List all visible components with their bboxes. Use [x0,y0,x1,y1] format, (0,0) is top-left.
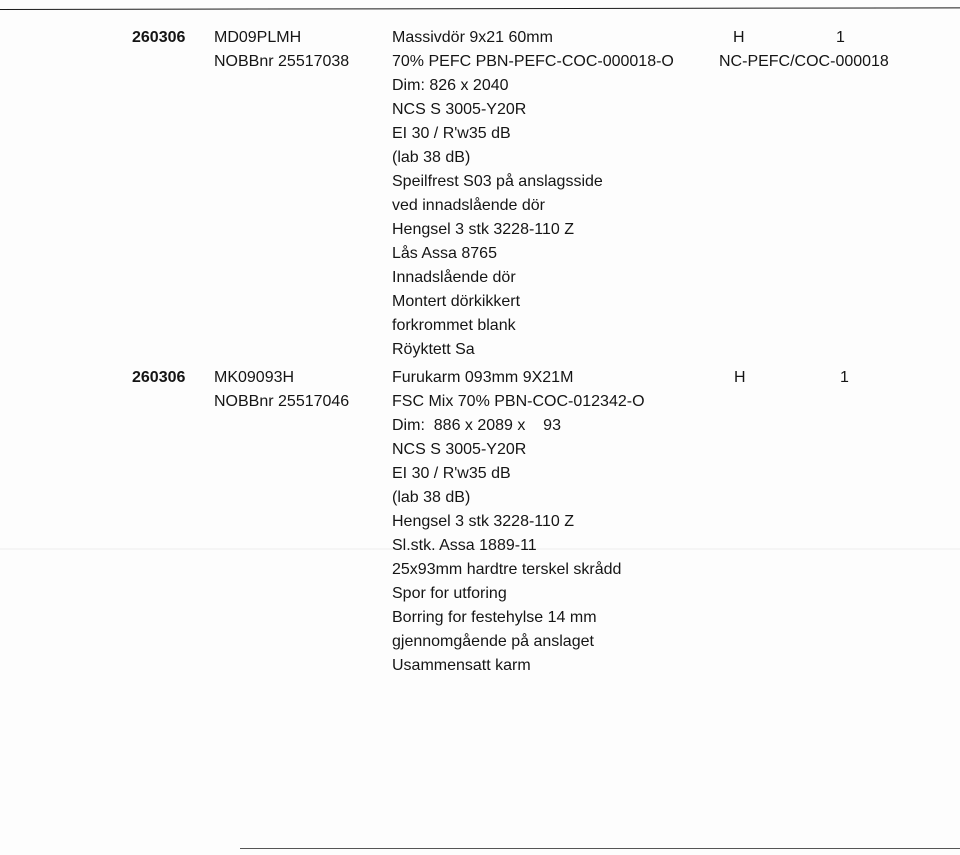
bottom-rule [240,848,960,849]
description-line: forkrommet blank [392,317,516,334]
top-rule [0,7,960,10]
product-code-column [214,366,389,414]
order-number: 260306 [132,29,186,46]
nobb-number: NOBBnr 25517038 [214,53,350,70]
product-code: MD09PLMH [214,29,302,46]
description-line: Montert dörkikkert [392,293,521,310]
description-line: Lås Assa 8765 [392,245,497,262]
certificate-continuation: NC-PEFC/COC-000018 [719,53,889,70]
description-line: Spor for utforing [392,585,507,602]
description-line: NCS S 3005-Y20R [392,441,527,458]
description-line: Furukarm 093mm 9X21M [392,369,574,386]
description-line: Massivdör 9x21 60mm [392,29,553,46]
description-line: FSC Mix 70% PBN-COC-012342-O [392,393,645,410]
description-line: Innadslående dör [392,269,516,286]
description-line: EI 30 / R'w35 dB [392,465,511,482]
description-line: Speilfrest S03 på anslagsside [392,173,603,190]
description-line: gjennomgående på anslaget [392,633,594,650]
description-line: ved innadslående dör [392,197,546,214]
order-number: 260306 [132,369,186,386]
description-line: EI 30 / R'w35 dB [392,125,511,142]
description-line: Hengsel 3 stk 3228-110 Z [392,513,575,530]
description-line: Sl.stk. Assa 1889-11 [392,537,537,554]
description-line: Borring for festehylse 14 mm [392,609,597,626]
quantity: 1 [840,369,849,386]
description-column [392,26,722,362]
quantity: 1 [836,29,845,46]
description-line: (lab 38 dB) [392,489,471,506]
description-line: NCS S 3005-Y20R [392,101,527,118]
description-line: 25x93mm hardtre terskel skrådd [392,561,622,578]
description-column [392,366,722,678]
unit: H [733,29,745,46]
description-line: Röyktett Sa [392,341,475,358]
description-line: 70% PEFC PBN-PEFC-COC-000018-O [392,53,674,70]
description-line: Usammensatt karm [392,657,531,674]
unit: H [734,369,746,386]
nobb-number: NOBBnr 25517046 [214,393,350,410]
scan-fold-line [0,548,960,550]
product-code: MK09093H [214,369,295,386]
description-line: Dim: 826 x 2040 [392,77,509,94]
product-code-column [214,26,389,74]
description-line: Hengsel 3 stk 3228-110 Z [392,221,575,238]
description-line: Dim: 886 x 2089 x 93 [392,417,561,434]
description-line: (lab 38 dB) [392,149,471,166]
